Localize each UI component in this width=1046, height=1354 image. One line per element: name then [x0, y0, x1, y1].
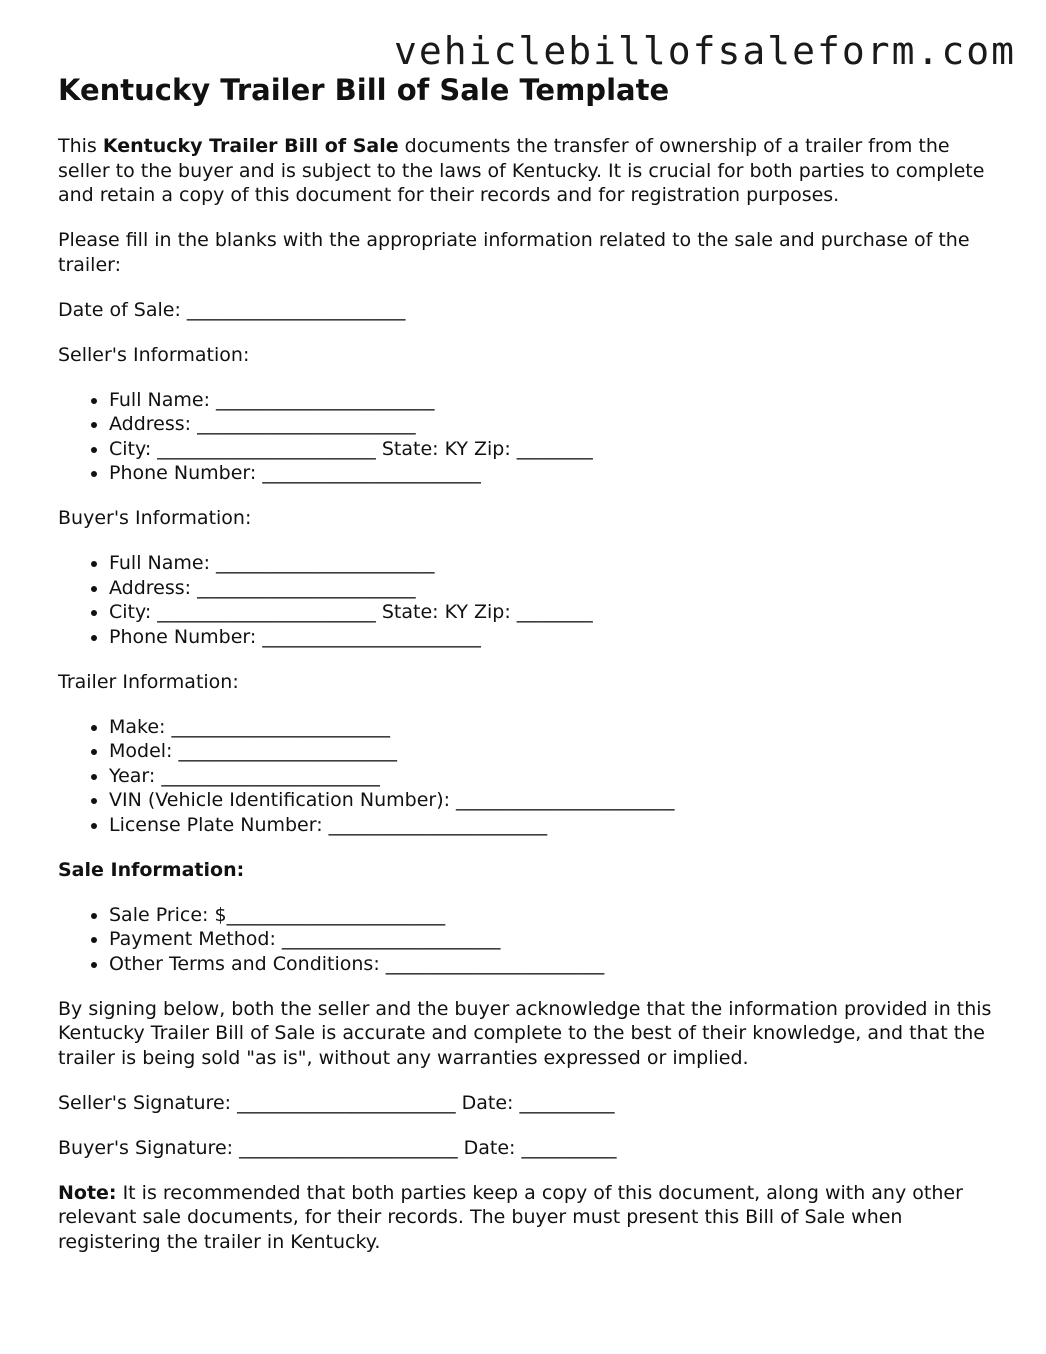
- intro-paragraph: [58, 134, 998, 208]
- trailer-list: [58, 715, 998, 838]
- date-of-sale-field: Date of Sale: _______________________: [58, 298, 406, 321]
- seller-signature-line: Seller's Signature: _______________________ Date: __________: [58, 1091, 615, 1114]
- sale-price: • Sale Price: $_______________________: [109, 903, 998, 928]
- page-title: Kentucky Trailer Bill of Sale Template: [58, 73, 670, 107]
- trailer-make: • Make: _______________________: [109, 715, 998, 740]
- document-body: [58, 72, 998, 1275]
- seller-heading: Seller's Information:: [58, 343, 250, 366]
- sale-other-terms: • Other Terms and Conditions: _______________________: [109, 952, 998, 977]
- buyer-full-name: • Full Name: _______________________: [109, 551, 998, 576]
- buyer-list: [58, 551, 998, 649]
- sale-heading: [58, 858, 998, 883]
- site-watermark: vehiclebillofsaleform.com: [394, 29, 1016, 73]
- note-paragraph: [58, 1181, 998, 1255]
- seller-list: [58, 388, 998, 486]
- seller-address: • Address: _______________________: [109, 412, 998, 437]
- buyer-signature-line: Buyer's Signature: _______________________ Date: __________: [58, 1136, 617, 1159]
- instructions-paragraph: Please fill in the blanks with the appropriate information related to the sale and purchase of the trailer:: [58, 229, 970, 276]
- buyer-phone: • Phone Number: _______________________: [109, 625, 998, 650]
- seller-full-name: • Full Name: _______________________: [109, 388, 998, 413]
- seller-city-state-zip: • City: _______________________ State: KY Zip: ________: [109, 437, 998, 462]
- buyer-address: • Address: _______________________: [109, 576, 998, 601]
- buyer-city-state-zip: • City: _______________________ State: KY Zip: ________: [109, 600, 998, 625]
- sale-payment-method: • Payment Method: _______________________: [109, 927, 998, 952]
- sale-list: [58, 903, 998, 977]
- trailer-license-plate: • License Plate Number: _______________________: [109, 813, 998, 838]
- intro-suffix: documents the transfer of ownership of a trailer from the seller to the buyer and is subject to the laws of Kentucky. It is crucial for both parties to complete and retain a copy of this document for their records and for registration purposes.: [58, 135, 985, 206]
- acknowledgement-paragraph: By signing below, both the seller and the buyer acknowledge that the information provided in this Kentucky Trailer Bill of Sale is accurate and complete to the best of their knowledge, and that the trailer is being sold "as is", without any warranties expressed or implied.: [58, 997, 992, 1069]
- trailer-heading: Trailer Information:: [58, 670, 239, 693]
- trailer-model: • Model: _______________________: [109, 739, 998, 764]
- note-label: Note:: [58, 1181, 117, 1204]
- intro-prefix: This: [58, 135, 103, 157]
- intro-bold: Kentucky Trailer Bill of Sale: [102, 135, 399, 157]
- seller-phone: • Phone Number: _______________________: [109, 461, 998, 486]
- trailer-vin: • VIN (Vehicle Identification Number): _______________________: [109, 788, 998, 813]
- trailer-year: • Year: _______________________: [109, 764, 998, 789]
- buyer-heading: Buyer's Information:: [58, 507, 252, 529]
- note-text: It is recommended that both parties keep a copy of this document, along with any other relevant sale documents, for their records. The buyer must present this Bill of Sale when registering the trailer in Kentucky.: [58, 1181, 963, 1253]
- sale-heading-text: Sale Information:: [58, 858, 245, 881]
